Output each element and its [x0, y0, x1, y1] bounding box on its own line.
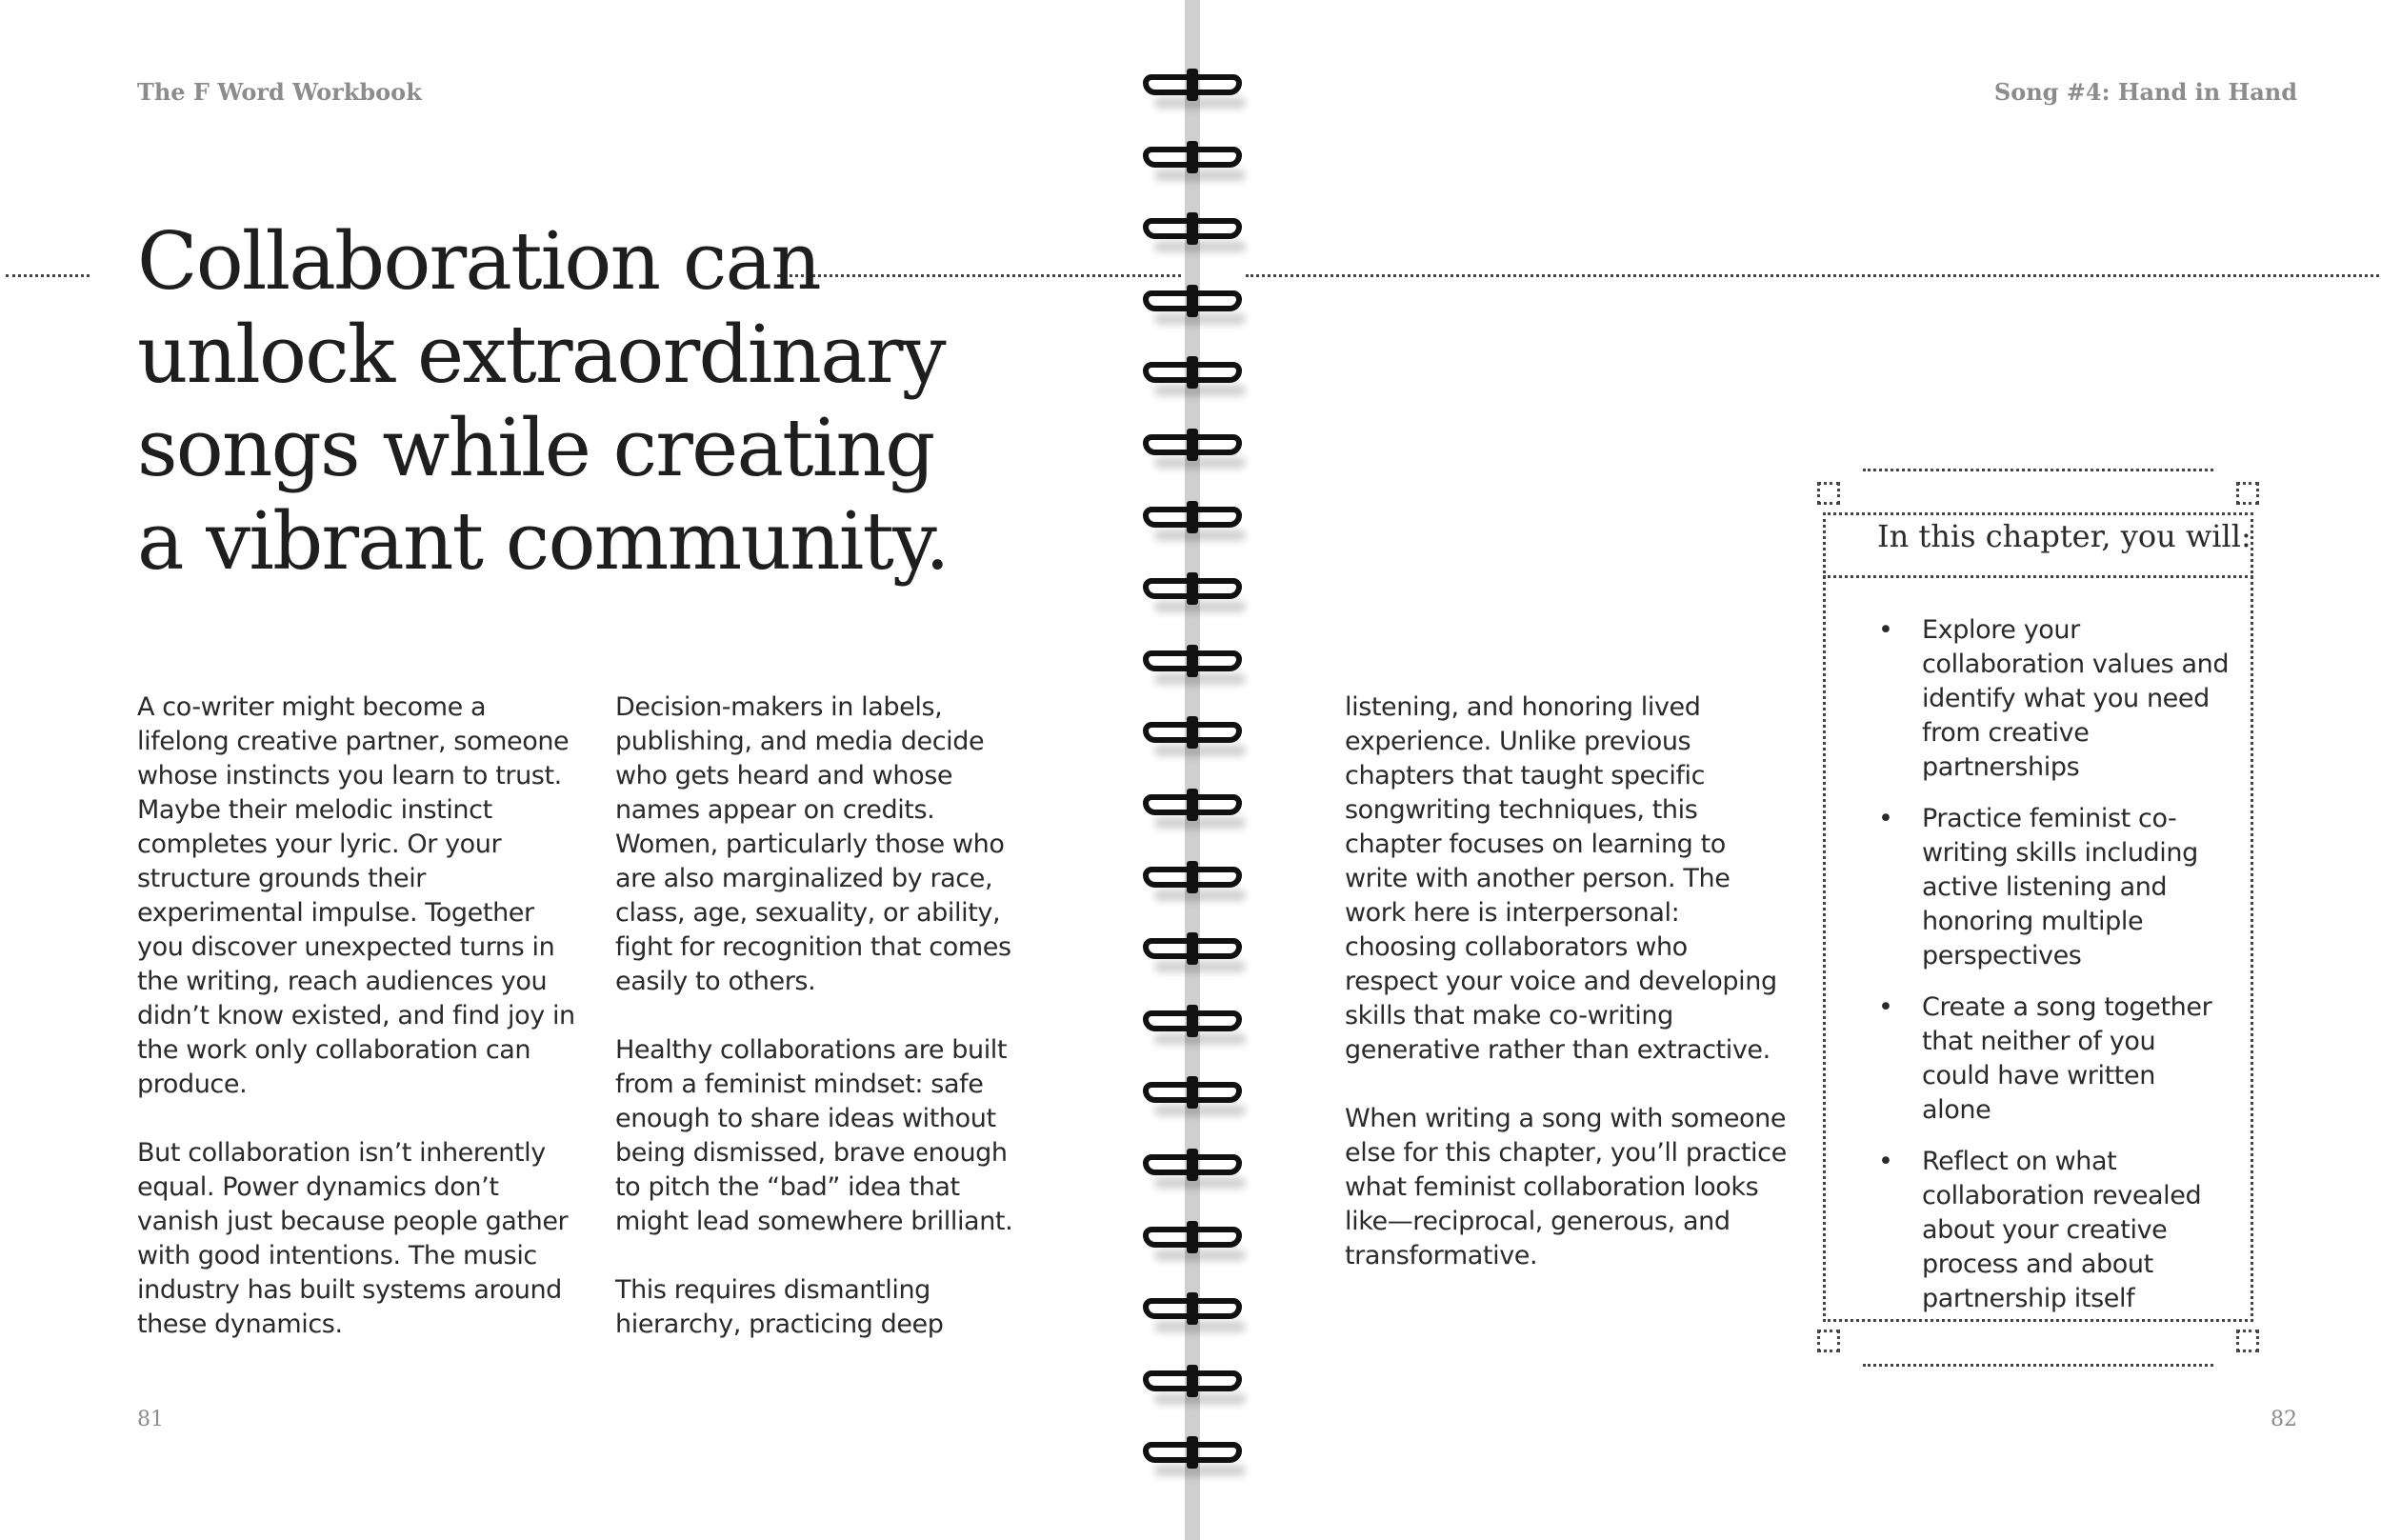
binding-coil	[1141, 429, 1248, 467]
coil-shadow	[1154, 601, 1246, 612]
coil-clasp	[1187, 212, 1198, 245]
binding-coil	[1141, 572, 1248, 610]
paragraph: Decision-makers in labels, publishing, and media decide who gets heard and whose names appear on credits. Women, particularly those who are also marginalized by race, class, age, sexuality, or ability, fight for recognition that comes easily to others.	[615, 692, 1011, 996]
paragraph: A co-writer might become a lifelong creative partner, someone whose instincts you learn to trust. Maybe their melodic instinct completes your lyric. Or your structure grounds their experimental impulse. Together you discover unexpected turns in the writing, reach audiences you didn’t know existed, and find joy in the work only collaboration can produce.	[137, 692, 575, 1099]
binding-coil	[1141, 861, 1248, 899]
coil-shadow	[1154, 241, 1246, 252]
binding-coil	[1141, 1221, 1248, 1259]
binding-coil	[1141, 716, 1248, 754]
paragraph: Healthy collaborations are built from a feminist mindset: safe enough to share ideas without being dismissed, brave enough to pitch the “bad” idea that might lead somewhere brilliant.	[615, 1035, 1013, 1236]
coil-shadow	[1154, 1177, 1246, 1189]
box-top-cap	[1863, 469, 2213, 471]
binding-coil	[1141, 501, 1248, 539]
text-column-2	[615, 690, 1034, 1376]
binding-coil	[1141, 1149, 1248, 1187]
paragraph: This requires dismantling hierarchy, practicing deep	[615, 1275, 944, 1339]
coil-shadow	[1154, 457, 1246, 469]
coil-shadow	[1154, 1465, 1246, 1476]
coil-clasp	[1187, 1436, 1198, 1469]
coil-shadow	[1154, 1033, 1246, 1045]
box-bottom-cap	[1863, 1364, 2213, 1367]
coil-shadow	[1154, 1321, 1246, 1332]
running-head-book-title: The F Word Workbook	[137, 78, 422, 106]
bullet-icon: •	[1878, 1147, 1893, 1176]
binding-coil	[1141, 1365, 1248, 1403]
bullet-icon: •	[1878, 615, 1893, 645]
list-item	[1878, 802, 2231, 973]
coil-clasp	[1187, 501, 1198, 533]
text-column-3	[1345, 690, 1788, 1308]
list-item-text: Practice feminist co-writing skills including active listening and honoring multiple perspectives	[1922, 804, 2198, 970]
goals-list	[1878, 613, 2231, 1333]
paragraph: But collaboration isn’t inherently equal. Power dynamics don’t vanish just because people gather with good intentions. The music industry has built systems around these dynamics.	[137, 1138, 569, 1339]
box-corner-ornament	[1817, 1330, 1840, 1352]
coil-shadow	[1154, 97, 1246, 109]
running-head-chapter-title: Song #4: Hand in Hand	[1993, 78, 2297, 106]
coil-clasp	[1187, 861, 1198, 893]
binding-coil	[1141, 1292, 1248, 1330]
binding-coil	[1141, 356, 1248, 394]
coil-shadow	[1154, 817, 1246, 829]
bullet-icon: •	[1878, 804, 1893, 833]
binding-coil	[1141, 789, 1248, 827]
coil-clasp	[1187, 1221, 1198, 1253]
dotted-rule-right	[1246, 274, 2379, 277]
box-corner-ornament	[1817, 482, 1840, 505]
list-item-text: Reflect on what collaboration revealed about your creative process and about partnership itself	[1922, 1147, 2202, 1313]
coil-clasp	[1187, 429, 1198, 461]
list-item	[1878, 1145, 2231, 1316]
coil-clasp	[1187, 1149, 1198, 1181]
coil-shadow	[1154, 1393, 1246, 1405]
dotted-rule-left-margin	[6, 274, 90, 277]
box-title: In this chapter, you will:	[1877, 518, 2251, 554]
list-item-text: Create a song together that neither of you could have written alone	[1922, 992, 2212, 1125]
coil-clasp	[1187, 69, 1198, 101]
binding-coil	[1141, 141, 1248, 179]
coil-shadow	[1154, 530, 1246, 541]
binding-coil	[1141, 932, 1248, 970]
left-page	[0, 0, 1189, 1540]
binding-coil	[1141, 212, 1248, 250]
coil-clasp	[1187, 716, 1198, 749]
coil-shadow	[1154, 170, 1246, 181]
coil-shadow	[1154, 1250, 1246, 1261]
coil-clasp	[1187, 285, 1198, 317]
binding-coil	[1141, 69, 1248, 107]
binding-coil	[1141, 1076, 1248, 1114]
list-item-text: Explore your collaboration values and identify what you need from creative partnerships	[1922, 615, 2230, 782]
coil-shadow	[1154, 1105, 1246, 1116]
page-number-right: 82	[2271, 1408, 2297, 1431]
coil-clasp	[1187, 789, 1198, 821]
binding-coil	[1141, 285, 1248, 323]
coil-clasp	[1187, 141, 1198, 173]
coil-clasp	[1187, 645, 1198, 677]
list-item	[1878, 990, 2231, 1128]
coil-clasp	[1187, 356, 1198, 389]
coil-shadow	[1154, 313, 1246, 325]
page-number-left: 81	[137, 1408, 164, 1431]
bullet-icon: •	[1878, 992, 1893, 1022]
list-item	[1878, 613, 2231, 785]
coil-clasp	[1187, 932, 1198, 965]
coil-clasp	[1187, 1005, 1198, 1037]
coil-clasp	[1187, 1076, 1198, 1109]
box-corner-ornament	[2236, 482, 2259, 505]
coil-shadow	[1154, 673, 1246, 685]
binding-coil	[1141, 1436, 1248, 1474]
coil-shadow	[1154, 385, 1246, 396]
paragraph: listening, and honoring lived experience. Unlike previous chapters that taught specific songwriting techniques, this chapter focuses on learning to write with another person. The work here is interpersonal: choosing collaborators who respect your voice and developing skills that make co-writing generative rather than extractive.	[1345, 692, 1777, 1065]
paragraph: When writing a song with someone else for this chapter, you’ll practice what feminist collaboration looks like—reciprocal, generous, and transformative.	[1345, 1104, 1787, 1270]
binding-coil	[1141, 1005, 1248, 1043]
coil-shadow	[1154, 745, 1246, 756]
coil-clasp	[1187, 572, 1198, 605]
chapter-goals-box	[1823, 469, 2253, 1366]
box-divider	[1823, 575, 2253, 578]
coil-shadow	[1154, 890, 1246, 901]
binding-coil	[1141, 645, 1248, 683]
text-column-1	[137, 690, 580, 1376]
coil-clasp	[1187, 1365, 1198, 1397]
coil-clasp	[1187, 1292, 1198, 1325]
page-headline: Collaboration can unlock extraordinary songs while creating a vibrant community.	[137, 215, 949, 588]
coil-shadow	[1154, 961, 1246, 972]
box-corner-ornament	[2236, 1330, 2259, 1352]
